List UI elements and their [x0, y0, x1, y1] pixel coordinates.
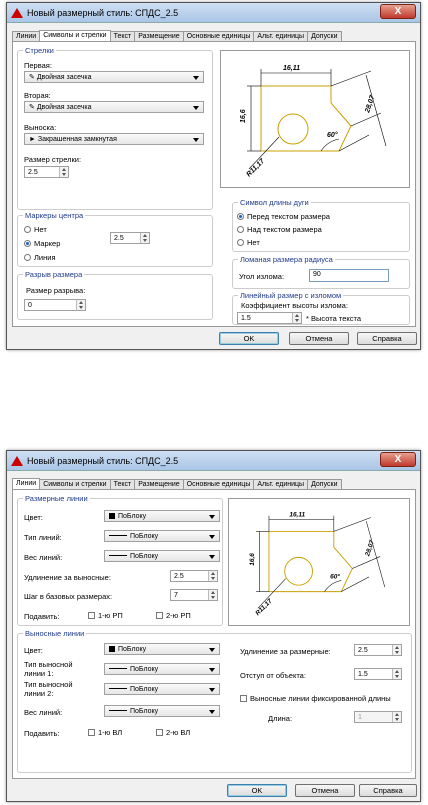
jog-height-spinner[interactable]: [237, 312, 302, 324]
help-button[interactable]: Справка: [359, 784, 417, 797]
suppress-dimline-1-label: 1-ю РП: [98, 611, 123, 620]
arrowheads-title: Стрелки: [25, 46, 54, 55]
extline-weight-label: Вес линий:: [24, 708, 63, 717]
dimline-ltype-select[interactable]: [104, 530, 220, 542]
extension-lines-title: Выносные линии: [25, 629, 85, 638]
center-none-label: Нет: [34, 225, 47, 234]
preview-label-5: 60°: [327, 132, 338, 139]
extline-weight-select[interactable]: [104, 705, 220, 717]
offset-from-origin-spinner[interactable]: [354, 668, 402, 680]
first-arrow-label: Первая:: [24, 61, 52, 70]
tab-lines[interactable]: Линии: [12, 31, 40, 43]
extline-2-type-value: ПоБлоку: [130, 686, 159, 693]
preview-label-4: R11,17: [254, 597, 274, 618]
extension-lines-group: [17, 629, 412, 773]
ok-button[interactable]: OK: [219, 332, 279, 345]
extend-beyond-ticks-label: Удлинение за выносные:: [24, 573, 111, 582]
extline-2-type-label: Тип выносной линии 2:: [24, 680, 73, 698]
tab-tolerances[interactable]: Допуски: [307, 479, 341, 491]
center-line-radio[interactable]: [24, 253, 56, 262]
preview-label-3: 28,07: [364, 94, 377, 114]
offset-value: 1.5: [358, 671, 368, 678]
first-arrow-select[interactable]: ✎ Двойная засечка: [24, 71, 204, 83]
preview-label-4: R11,17: [245, 157, 267, 179]
center-marks-group: [17, 211, 213, 267]
dim-break-group: [17, 270, 213, 320]
offset-from-origin-label: Отступ от объекта:: [240, 671, 306, 680]
second-arrow-value: Двойная засечка: [36, 104, 92, 111]
center-size-spinner[interactable]: [110, 232, 150, 244]
spinner-arrows[interactable]: [208, 571, 217, 581]
extline-weight-value: ПоБлоку: [130, 708, 159, 715]
fixed-length-label: Выносные линии фиксированной длины: [250, 694, 391, 703]
tab-fit[interactable]: Размещение: [134, 31, 183, 43]
autocad-logo-icon: [11, 8, 23, 18]
help-button[interactable]: Справка: [357, 332, 417, 345]
length-label: Длина:: [268, 714, 293, 723]
extend-value: 2.5: [174, 573, 184, 580]
spinner-arrows[interactable]: [392, 712, 401, 722]
preview-label-2: 16,6: [249, 553, 257, 566]
spinner-arrows[interactable]: [392, 669, 401, 679]
break-size-value: 0: [28, 302, 32, 309]
leader-arrow-label: Выноска:: [24, 123, 57, 132]
baseline-value: 7: [174, 592, 178, 599]
jog-height-value: 1.5: [241, 315, 251, 322]
spinner-arrows[interactable]: [59, 167, 68, 177]
preview-panel: [220, 50, 410, 188]
ok-button[interactable]: OK: [227, 784, 287, 797]
baseline-spacing-spinner[interactable]: [170, 589, 218, 601]
dimline-ltype-value: ПоБлоку: [130, 533, 159, 540]
fixed-length-extlines-checkbox[interactable]: [240, 694, 391, 703]
jog-height-suffix: * Высота текста: [306, 314, 362, 323]
spinner-arrows[interactable]: [292, 313, 301, 323]
dialog-client: [7, 471, 420, 801]
dimension-preview-drawing: [229, 499, 409, 625]
arc-none-radio[interactable]: [237, 238, 260, 247]
radius-jog-group: [232, 255, 410, 289]
extline-color-value: ПоБлоку: [118, 646, 147, 653]
spinner-arrows[interactable]: [208, 590, 217, 600]
center-mark-radio[interactable]: [24, 239, 60, 248]
tab-symbols-arrows[interactable]: Символы и стрелки: [39, 30, 110, 44]
suppress-extline-1-checkbox[interactable]: [88, 728, 122, 737]
center-size-value: 2.5: [114, 235, 124, 242]
length-spinner[interactable]: [354, 711, 402, 723]
suppress-extline-2-checkbox[interactable]: [156, 728, 190, 737]
dimline-weight-label: Вес линий:: [24, 553, 63, 562]
tab-lines[interactable]: Линии: [12, 478, 40, 492]
preview-panel: [228, 498, 410, 626]
first-arrow-value: Двойная засечка: [36, 74, 92, 81]
window-title: Новый размерный стиль: СПДС_2.5: [27, 8, 179, 18]
tab-symbols-arrows[interactable]: Символы и стрелки: [39, 479, 110, 491]
extline-2-type-select[interactable]: [104, 683, 220, 695]
spinner-arrows[interactable]: [140, 233, 149, 243]
dimline-color-value: ПоБлоку: [118, 513, 147, 520]
tab-text[interactable]: Текст: [110, 31, 136, 43]
tab-alt-units[interactable]: Альт. единицы: [253, 479, 308, 491]
window-title: Новый размерный стиль: СПДС_2.5: [27, 456, 179, 466]
tab-tolerances[interactable]: Допуски: [307, 31, 341, 43]
suppress-dimline-2-checkbox[interactable]: [156, 611, 191, 620]
close-button[interactable]: X: [380, 4, 416, 19]
arc-none-label: Нет: [247, 238, 260, 247]
arc-symbol-title: Символ длины дуги: [240, 198, 309, 207]
second-arrow-select[interactable]: ✎ Двойная засечка: [24, 101, 204, 113]
jog-angle-label: Угол излома:: [239, 272, 285, 281]
extline-1-type-select[interactable]: [104, 663, 220, 675]
suppress-dimline-1-checkbox[interactable]: [88, 611, 123, 620]
linear-jog-group: [232, 291, 410, 325]
suppress-extlines-label: Подавить:: [24, 729, 60, 738]
arc-symbol-group: [232, 198, 410, 252]
preview-label-5: 60°: [330, 573, 340, 581]
tab-primary-units[interactable]: Основные единицы: [183, 479, 255, 491]
preview-label-2: 16,6: [240, 109, 247, 123]
dimline-weight-select[interactable]: [104, 550, 220, 562]
tab-alt-units[interactable]: Альт. единицы: [253, 31, 308, 43]
arrow-size-label: Размер стрелки:: [24, 155, 82, 164]
break-size-label: Размер разрыва:: [26, 286, 86, 295]
second-arrow-label: Вторая:: [24, 91, 51, 100]
spinner-arrows[interactable]: [76, 300, 85, 310]
extend-beyond-dimlines-label: Удлинение за размерные:: [240, 647, 331, 656]
length-value: 1: [358, 714, 362, 721]
preview-label-3: 28,07: [364, 539, 376, 558]
dimline-weight-value: ПоБлоку: [130, 553, 159, 560]
extline-1-type-label: Тип выносной линии 1:: [24, 660, 73, 678]
extline-1-type-value: ПоБлоку: [130, 666, 159, 673]
arc-before-radio[interactable]: [237, 212, 330, 221]
suppress-dimline-2-label: 2-ю РП: [166, 611, 191, 620]
arc-above-radio[interactable]: [237, 225, 322, 234]
title-bar: [7, 451, 420, 471]
leader-arrow-select[interactable]: ► Закрашенная замкнутая: [24, 133, 204, 145]
center-none-radio[interactable]: [24, 225, 47, 234]
dimension-preview-drawing: [221, 51, 409, 187]
close-button[interactable]: X: [380, 452, 416, 467]
arc-before-label: Перед текстом размера: [247, 212, 330, 221]
spinner-arrows[interactable]: [392, 645, 401, 655]
arrowheads-group: [17, 46, 213, 210]
dialog-client: [7, 23, 420, 349]
extend-beyond-ticks-spinner[interactable]: [170, 570, 218, 582]
baseline-spacing-label: Шаг в базовых размерах:: [24, 592, 113, 601]
center-mark-label: Маркер: [34, 239, 61, 248]
dimline-color-select[interactable]: [104, 510, 220, 522]
jog-height-label: Коэффициент высоты излома:: [241, 301, 348, 310]
tab-page: [12, 489, 416, 779]
suppress-extline-2-label: 2-ю ВЛ: [166, 728, 191, 737]
dim-break-title: Разрыв размера: [25, 270, 83, 279]
dialog-lines: [6, 450, 421, 802]
tab-text[interactable]: Текст: [110, 479, 136, 491]
extline-color-select[interactable]: [104, 643, 220, 655]
extend-beyond-dimlines-spinner[interactable]: [354, 644, 402, 656]
radius-jog-title: Ломаная размера радиуса: [240, 255, 333, 264]
autocad-logo-icon: [11, 456, 23, 466]
linear-jog-title: Линейный размер с изломом: [240, 291, 342, 300]
dimline-ltype-label: Тип линий:: [24, 533, 62, 542]
arrow-size-value: 2.5: [28, 169, 38, 176]
beyond-value: 2.5: [358, 647, 368, 654]
title-bar: [7, 3, 420, 23]
arc-above-label: Над текстом размера: [247, 225, 322, 234]
arrow-size-spinner[interactable]: [24, 166, 69, 178]
break-size-spinner[interactable]: [24, 299, 86, 311]
cancel-button[interactable]: Отмена: [295, 784, 355, 797]
dimension-lines-group: [17, 494, 223, 626]
extline-color-label: Цвет:: [24, 646, 43, 655]
leader-arrow-value: Закрашенная замкнутая: [37, 136, 117, 143]
dimline-color-label: Цвет:: [24, 513, 43, 522]
cancel-button[interactable]: Отмена: [289, 332, 349, 345]
jog-angle-input[interactable]: 90: [309, 269, 389, 282]
preview-label-1: 16,11: [283, 65, 300, 72]
tab-page: [12, 41, 416, 327]
tab-fit[interactable]: Размещение: [134, 479, 183, 491]
dimension-lines-title: Размерные линии: [25, 494, 88, 503]
center-line-label: Линия: [34, 253, 56, 262]
suppress-dimlines-label: Подавить:: [24, 612, 60, 621]
suppress-extline-1-label: 1-ю ВЛ: [98, 728, 123, 737]
preview-label-1: 16,11: [289, 511, 306, 519]
tab-primary-units[interactable]: Основные единицы: [183, 31, 255, 43]
dialog-arrows: [6, 2, 421, 350]
center-marks-title: Маркеры центра: [25, 211, 84, 220]
